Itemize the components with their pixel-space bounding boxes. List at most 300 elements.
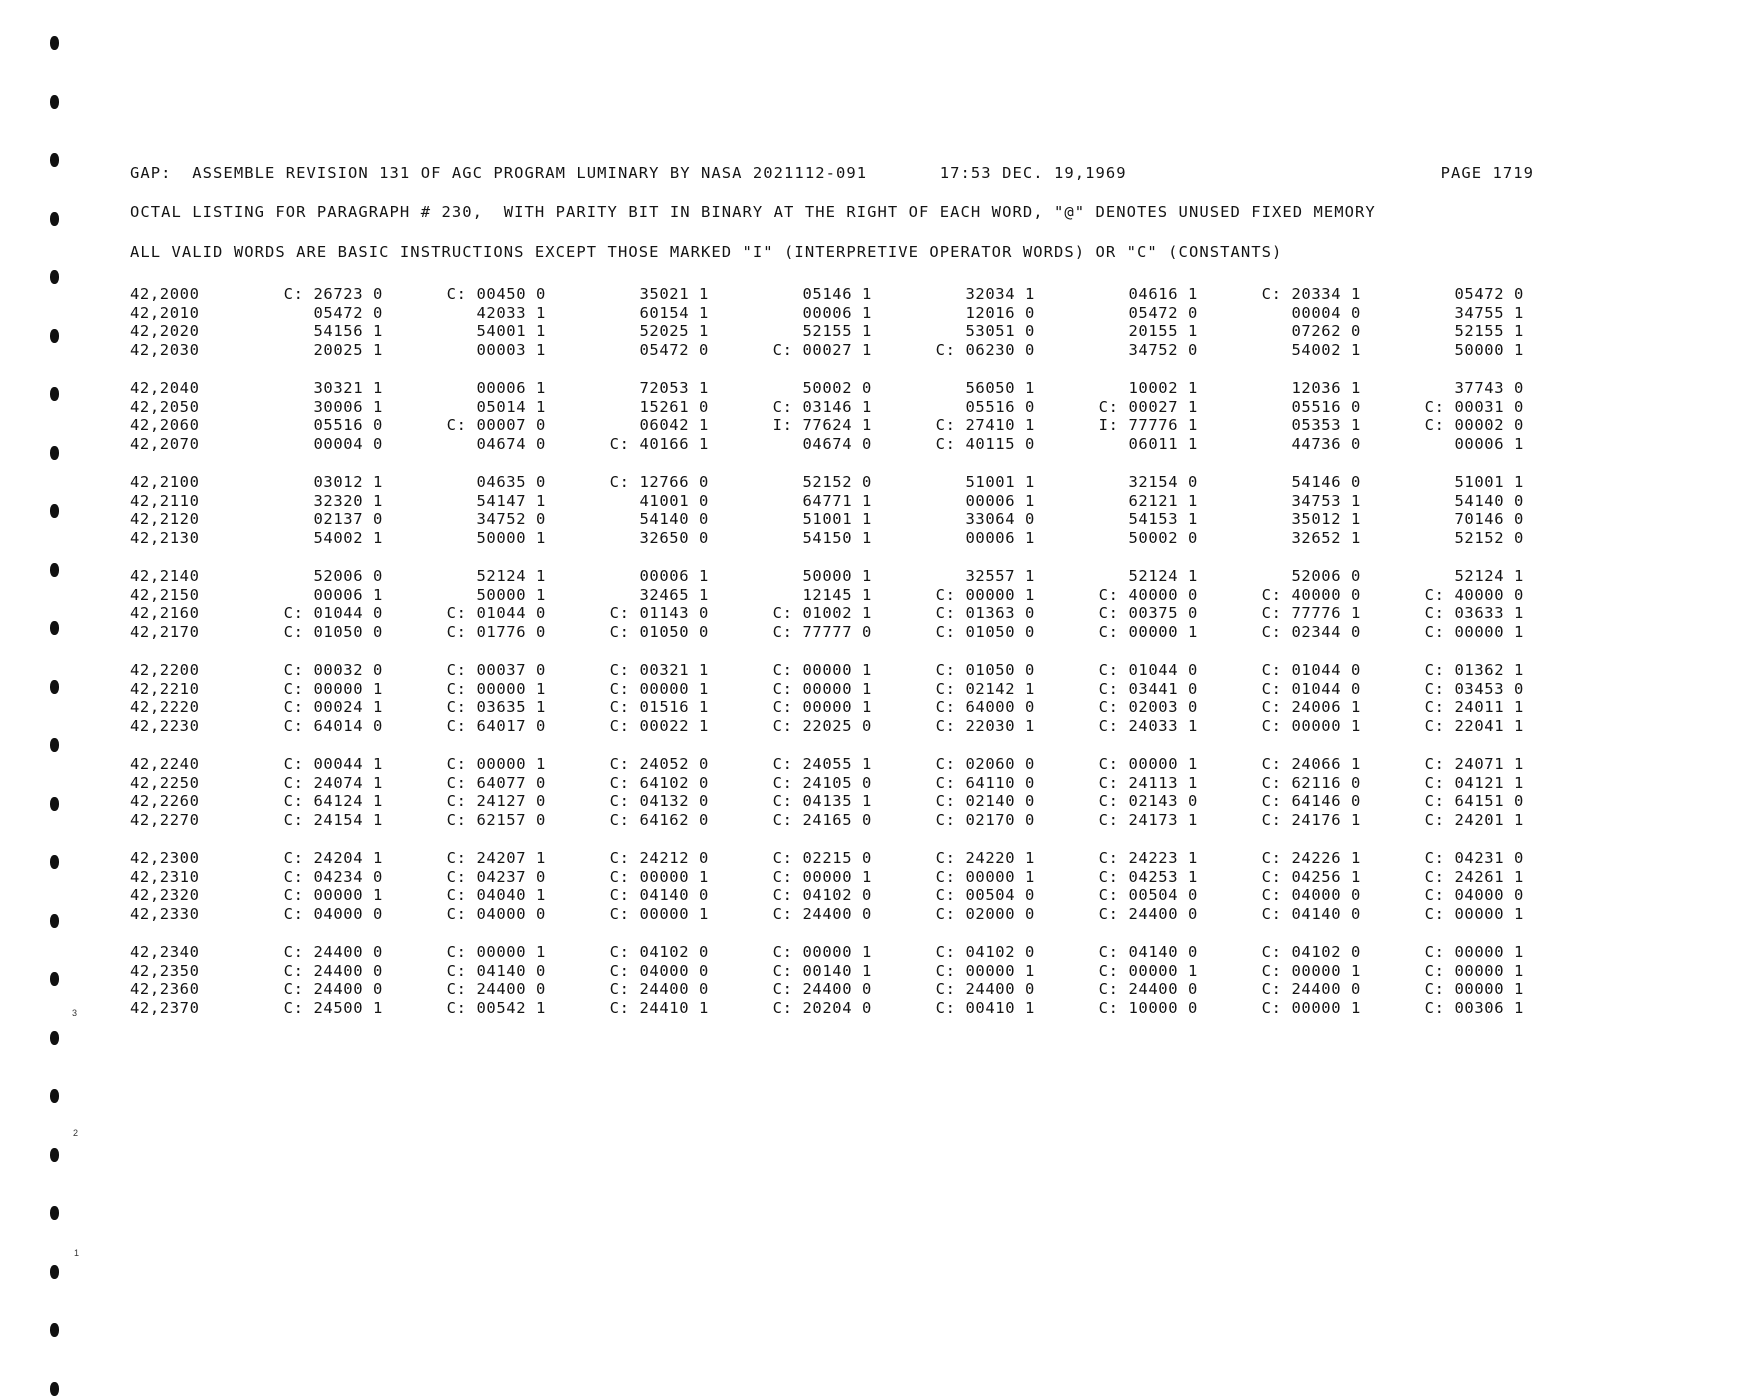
row-address: 42,2050 [130, 397, 200, 416]
octal-word: C: 01050 0 [283, 622, 383, 641]
octal-word: C: 00504 0 [1098, 886, 1198, 904]
octal-word: 50000 1 [1454, 340, 1524, 359]
octal-word: 32034 1 [965, 285, 1035, 303]
octal-word: 64771 1 [802, 491, 872, 510]
listing-row [130, 717, 1524, 736]
row-address: 42,2130 [130, 528, 200, 547]
octal-word: C: 02143 0 [1098, 792, 1198, 810]
octal-word: C: 24220 1 [935, 849, 1035, 867]
feed-hole [50, 387, 59, 401]
listing-row [130, 811, 1524, 830]
octal-word: C: 24127 0 [446, 792, 546, 810]
octal-word: C: 64110 0 [935, 773, 1035, 792]
listing-row [130, 492, 1524, 511]
octal-word: C: 01044 0 [446, 604, 546, 622]
octal-word: C: 40000 0 [1261, 585, 1361, 604]
row-address: 42,2230 [130, 716, 200, 735]
octal-word: C: 24400 0 [283, 961, 383, 980]
octal-word: C: 00000 1 [772, 943, 872, 961]
row-address: 42,2250 [130, 773, 200, 792]
listing-row [130, 905, 1524, 924]
octal-word: C: 00000 1 [446, 755, 546, 773]
feed-hole [50, 329, 59, 343]
feed-hole [50, 1031, 59, 1045]
octal-word: 32650 0 [639, 528, 709, 547]
listing-row [130, 623, 1524, 642]
octal-word: C: 04040 1 [446, 886, 546, 904]
listing-row [130, 379, 1524, 398]
octal-word: I: 77776 1 [1098, 416, 1198, 434]
octal-word: 52124 1 [1128, 567, 1198, 585]
octal-word: C: 22030 1 [935, 716, 1035, 735]
octal-word: 60154 1 [639, 303, 709, 322]
listing-row [130, 510, 1524, 529]
octal-word: 54146 0 [1291, 473, 1361, 491]
row-address: 42,2160 [130, 604, 200, 622]
octal-word: C: 40000 0 [1098, 585, 1198, 604]
listing-row [130, 849, 1524, 868]
octal-word: C: 24074 1 [283, 773, 383, 792]
octal-word: C: 04237 0 [446, 867, 546, 886]
octal-word: 00006 1 [965, 491, 1035, 510]
octal-word: C: 00000 1 [772, 867, 872, 886]
octal-word: C: 24011 1 [1424, 698, 1524, 716]
listing-row [130, 698, 1524, 717]
octal-word: 32154 0 [1128, 473, 1198, 491]
octal-word: 06042 1 [639, 416, 709, 434]
margin-mark-3: 3 [72, 1008, 78, 1018]
octal-word: C: 24201 1 [1424, 810, 1524, 829]
feed-hole [50, 153, 59, 167]
printer-feed-holes [50, 0, 74, 1346]
header-line-2: OCTAL LISTING FOR PARAGRAPH # 230, WITH PARITY BIT IN BINARY AT THE RIGHT OF EACH WORD, "@" DENOTES UNUSED FIXED MEMORY [130, 203, 1376, 221]
octal-word: C: 24400 0 [772, 904, 872, 923]
row-address: 42,2200 [130, 661, 200, 679]
listing-row [130, 435, 1524, 454]
octal-word: 12036 1 [1291, 379, 1361, 397]
row-address: 42,2300 [130, 849, 200, 867]
octal-word: C: 02140 0 [935, 792, 1035, 810]
octal-word: 00006 1 [639, 567, 709, 585]
octal-word: C: 00024 1 [283, 698, 383, 716]
margin-mark-2: 2 [73, 1128, 79, 1138]
row-address: 42,2030 [130, 340, 200, 359]
octal-word: 41001 0 [639, 491, 709, 510]
octal-word: C: 00000 1 [1424, 943, 1524, 961]
octal-word: 04674 0 [802, 434, 872, 453]
octal-word: C: 00000 1 [1098, 622, 1198, 641]
octal-word: C: 00000 1 [772, 698, 872, 716]
octal-word: C: 00000 1 [1424, 622, 1524, 641]
octal-word: 54002 1 [313, 528, 383, 547]
octal-word: C: 64000 0 [935, 698, 1035, 716]
octal-word: 34755 1 [1454, 303, 1524, 322]
header-line-1: GAP: ASSEMBLE REVISION 131 OF AGC PROGRAM LUMINARY BY NASA 2021112-091 17:53 DEC. 19,1969 [130, 164, 1127, 182]
octal-word: C: 00375 0 [1098, 604, 1198, 622]
octal-word: 51001 1 [802, 510, 872, 528]
octal-word: C: 64162 0 [609, 810, 709, 829]
octal-word: C: 01143 0 [609, 604, 709, 622]
octal-word: 00006 1 [476, 379, 546, 397]
octal-word: C: 20204 0 [772, 998, 872, 1017]
listing-block [130, 755, 1524, 829]
octal-word: 51001 1 [965, 473, 1035, 491]
feed-hole [50, 972, 59, 986]
row-address: 42,2140 [130, 567, 200, 585]
octal-word: C: 24176 1 [1261, 810, 1361, 829]
page-number: PAGE 1719 [1440, 164, 1534, 182]
octal-word: C: 24400 0 [1098, 904, 1198, 923]
octal-word: C: 00027 1 [772, 340, 872, 359]
octal-word: C: 00000 1 [283, 679, 383, 698]
octal-word: C: 04132 0 [609, 792, 709, 810]
octal-word: C: 00031 0 [1424, 397, 1524, 416]
listing-row [130, 661, 1524, 680]
octal-word: C: 00140 1 [772, 961, 872, 980]
row-address: 42,2100 [130, 473, 200, 491]
listing-row [130, 999, 1524, 1018]
octal-word: 00003 1 [476, 340, 546, 359]
row-address: 42,2210 [130, 679, 200, 698]
octal-word: C: 04253 1 [1098, 867, 1198, 886]
listing-block [130, 943, 1524, 1017]
listing-row [130, 304, 1524, 323]
octal-word: 54147 1 [476, 491, 546, 510]
listing-row [130, 868, 1524, 887]
octal-word: C: 04121 1 [1424, 773, 1524, 792]
octal-word: 05472 0 [313, 303, 383, 322]
octal-word: 05353 1 [1291, 416, 1361, 434]
feed-hole [50, 1382, 59, 1396]
octal-word: 50000 1 [802, 567, 872, 585]
octal-word: C: 04000 0 [609, 961, 709, 980]
row-address: 42,2170 [130, 622, 200, 641]
header-line-3: ALL VALID WORDS ARE BASIC INSTRUCTIONS EXCEPT THOSE MARKED "I" (INTERPRETIVE OPERATOR WORDS) OR "C" (CONSTANTS) [130, 243, 1283, 261]
octal-word: C: 24105 0 [772, 773, 872, 792]
octal-word: 00004 0 [1291, 303, 1361, 322]
octal-word: C: 03441 0 [1098, 679, 1198, 698]
octal-word: C: 24223 1 [1098, 849, 1198, 867]
row-address: 42,2070 [130, 434, 200, 453]
octal-word: C: 01002 1 [772, 604, 872, 622]
octal-word: 00006 1 [1454, 434, 1524, 453]
octal-word: 52155 1 [1454, 322, 1524, 340]
listing-block [130, 661, 1524, 735]
octal-word: 34752 0 [476, 510, 546, 528]
octal-word: C: 04140 0 [609, 886, 709, 904]
listing-block [130, 285, 1524, 359]
octal-word: 05014 1 [476, 397, 546, 416]
octal-word: C: 62157 0 [446, 810, 546, 829]
octal-word: 54150 1 [802, 528, 872, 547]
row-address: 42,2340 [130, 943, 200, 961]
octal-word: C: 04102 0 [609, 943, 709, 961]
octal-word: C: 00000 1 [1098, 961, 1198, 980]
octal-word: C: 00000 1 [1261, 998, 1361, 1017]
octal-word: C: 04000 0 [1424, 886, 1524, 904]
feed-hole [50, 621, 59, 635]
listing-row [130, 529, 1524, 548]
octal-word: 35012 1 [1291, 510, 1361, 528]
octal-word: C: 00306 1 [1424, 998, 1524, 1017]
octal-word: C: 04231 0 [1424, 849, 1524, 867]
octal-word: C: 00000 1 [609, 867, 709, 886]
octal-word: C: 26723 0 [283, 285, 383, 303]
row-address: 42,2040 [130, 379, 200, 397]
feed-hole [50, 504, 59, 518]
octal-word: C: 00410 1 [935, 998, 1035, 1017]
octal-word: C: 24207 1 [446, 849, 546, 867]
octal-word: C: 64077 0 [446, 773, 546, 792]
margin-mark-1: 1 [74, 1248, 80, 1258]
octal-word: C: 24033 1 [1098, 716, 1198, 735]
octal-word: C: 00000 1 [935, 961, 1035, 980]
octal-word: C: 00037 0 [446, 661, 546, 679]
octal-word: C: 24204 1 [283, 849, 383, 867]
octal-word: 05472 0 [639, 340, 709, 359]
row-address: 42,2000 [130, 285, 200, 303]
octal-word: 54140 0 [1454, 491, 1524, 510]
octal-word: 54140 0 [639, 510, 709, 528]
octal-word: C: 24113 1 [1098, 773, 1198, 792]
octal-word: C: 24400 0 [935, 980, 1035, 998]
octal-word: 00006 1 [802, 303, 872, 322]
listing-row [130, 604, 1524, 623]
octal-word: C: 04000 0 [283, 904, 383, 923]
feed-hole [50, 1089, 59, 1103]
row-address: 42,2220 [130, 698, 200, 716]
octal-word: 50000 1 [476, 528, 546, 547]
octal-word: 05516 0 [965, 397, 1035, 416]
octal-word: C: 06230 0 [935, 340, 1035, 359]
octal-word: 54001 1 [476, 322, 546, 340]
octal-word: 05472 0 [1454, 285, 1524, 303]
octal-word: C: 00027 1 [1098, 397, 1198, 416]
feed-hole [50, 738, 59, 752]
octal-word: C: 04000 0 [1261, 886, 1361, 904]
octal-word: C: 00007 0 [446, 416, 546, 434]
octal-word: 04635 0 [476, 473, 546, 491]
octal-word: C: 22041 1 [1424, 716, 1524, 735]
row-address: 42,2010 [130, 303, 200, 322]
octal-word: C: 01050 0 [609, 622, 709, 641]
octal-word: C: 20334 1 [1261, 285, 1361, 303]
octal-word: C: 03453 0 [1424, 679, 1524, 698]
listing-row [130, 285, 1524, 304]
octal-word: C: 00022 1 [609, 716, 709, 735]
octal-word: C: 04000 0 [446, 904, 546, 923]
octal-word: C: 01044 0 [1098, 661, 1198, 679]
octal-word: C: 24173 1 [1098, 810, 1198, 829]
octal-word: 70146 0 [1454, 510, 1524, 528]
octal-word: 30321 1 [313, 379, 383, 397]
octal-word: 10002 1 [1128, 379, 1198, 397]
octal-word: C: 00000 1 [1424, 961, 1524, 980]
octal-word: 00006 1 [965, 528, 1035, 547]
octal-word: C: 00321 1 [609, 661, 709, 679]
octal-word: C: 24400 0 [446, 980, 546, 998]
octal-word: C: 00000 1 [446, 679, 546, 698]
row-address: 42,2360 [130, 980, 200, 998]
row-address: 42,2270 [130, 810, 200, 829]
feed-hole [50, 270, 59, 284]
feed-hole [50, 914, 59, 928]
feed-hole [50, 95, 59, 109]
octal-word: C: 02060 0 [935, 755, 1035, 773]
listing-row [130, 398, 1524, 417]
row-address: 42,2120 [130, 510, 200, 528]
row-address: 42,2330 [130, 904, 200, 923]
row-address: 42,2150 [130, 585, 200, 604]
octal-word: 54153 1 [1128, 510, 1198, 528]
listing-row [130, 980, 1524, 999]
octal-word: C: 40115 0 [935, 434, 1035, 453]
listing-block [130, 473, 1524, 547]
octal-word: C: 12766 0 [609, 473, 709, 491]
octal-word: C: 24261 1 [1424, 867, 1524, 886]
octal-word: C: 27410 1 [935, 416, 1035, 434]
octal-word: C: 00000 1 [935, 585, 1035, 604]
octal-word: C: 04135 1 [772, 792, 872, 810]
octal-word: 05516 0 [313, 416, 383, 434]
octal-word: C: 24066 1 [1261, 755, 1361, 773]
octal-word: C: 77776 1 [1261, 604, 1361, 622]
octal-word: C: 04140 0 [1098, 943, 1198, 961]
octal-word: 20155 1 [1128, 322, 1198, 340]
feed-hole [50, 212, 59, 226]
row-address: 42,2240 [130, 755, 200, 773]
octal-word: 05516 0 [1291, 397, 1361, 416]
octal-word: 72053 1 [639, 379, 709, 397]
octal-word: C: 00000 1 [1424, 980, 1524, 998]
octal-word: C: 00002 0 [1424, 416, 1524, 434]
octal-word: 52025 1 [639, 322, 709, 340]
octal-word: 52152 0 [802, 473, 872, 491]
octal-word: C: 77777 0 [772, 622, 872, 641]
octal-word: 52006 0 [1291, 567, 1361, 585]
listing-row [130, 886, 1524, 905]
octal-word: C: 04140 0 [446, 961, 546, 980]
row-address: 42,2110 [130, 491, 200, 510]
octal-word: C: 10000 0 [1098, 998, 1198, 1017]
octal-word: C: 00000 1 [609, 679, 709, 698]
octal-word: 33064 0 [965, 510, 1035, 528]
octal-word: 04616 1 [1128, 285, 1198, 303]
listing-row [130, 792, 1524, 811]
octal-word: C: 62116 0 [1261, 773, 1361, 792]
listing-row [130, 586, 1524, 605]
listing-block [130, 567, 1524, 641]
octal-word: 15261 0 [639, 397, 709, 416]
octal-word: C: 24400 0 [772, 980, 872, 998]
octal-word: 12016 0 [965, 303, 1035, 322]
octal-word: C: 03635 1 [446, 698, 546, 716]
listing-block [130, 849, 1524, 923]
octal-word: 06011 1 [1128, 434, 1198, 453]
octal-word: C: 01050 0 [935, 622, 1035, 641]
octal-word: 35021 1 [639, 285, 709, 303]
row-address: 42,2370 [130, 998, 200, 1017]
octal-word: C: 24400 0 [1098, 980, 1198, 998]
octal-word: 52124 1 [476, 567, 546, 585]
octal-word: C: 00000 1 [1261, 961, 1361, 980]
octal-word: C: 00000 1 [1261, 716, 1361, 735]
octal-word: C: 04234 0 [283, 867, 383, 886]
octal-word: C: 24226 1 [1261, 849, 1361, 867]
octal-word: 53051 0 [965, 322, 1035, 340]
octal-word: C: 24212 0 [609, 849, 709, 867]
octal-word: 62121 1 [1128, 491, 1198, 510]
row-address: 42,2310 [130, 867, 200, 886]
octal-word: C: 04140 0 [1261, 904, 1361, 923]
octal-word: C: 24055 1 [772, 755, 872, 773]
octal-word: C: 64014 0 [283, 716, 383, 735]
octal-word: 32652 1 [1291, 528, 1361, 547]
octal-word: 54156 1 [313, 322, 383, 340]
row-address: 42,2060 [130, 416, 200, 434]
octal-word: 32320 1 [313, 491, 383, 510]
octal-word: C: 24154 1 [283, 810, 383, 829]
octal-word: 37743 0 [1454, 379, 1524, 397]
row-address: 42,2350 [130, 961, 200, 980]
octal-word: C: 64017 0 [446, 716, 546, 735]
octal-word: C: 00000 1 [772, 679, 872, 698]
listing-row [130, 322, 1524, 341]
octal-word: C: 00000 1 [446, 943, 546, 961]
feed-hole [50, 680, 59, 694]
octal-listing [130, 285, 1524, 1037]
octal-word: C: 64102 0 [609, 773, 709, 792]
octal-word: C: 01050 0 [935, 661, 1035, 679]
octal-word: C: 04256 1 [1261, 867, 1361, 886]
listing-row [130, 567, 1524, 586]
octal-word: 07262 0 [1291, 322, 1361, 340]
octal-word: C: 02215 0 [772, 849, 872, 867]
octal-word: 05146 1 [802, 285, 872, 303]
octal-word: 50000 1 [476, 585, 546, 604]
octal-word: C: 00450 0 [446, 285, 546, 303]
octal-word: 52152 0 [1454, 528, 1524, 547]
listing-row [130, 755, 1524, 774]
octal-word: 52124 1 [1454, 567, 1524, 585]
octal-word: C: 01516 1 [609, 698, 709, 716]
row-address: 42,2320 [130, 886, 200, 904]
octal-word: C: 00032 0 [283, 661, 383, 679]
octal-word: C: 24400 0 [1261, 980, 1361, 998]
listing-row [130, 473, 1524, 492]
octal-word: C: 03146 1 [772, 397, 872, 416]
listing-row [130, 416, 1524, 435]
octal-word: C: 01362 1 [1424, 661, 1524, 679]
octal-word: C: 40166 1 [609, 434, 709, 453]
octal-word: 34752 0 [1128, 340, 1198, 359]
listing-row [130, 680, 1524, 699]
feed-hole [50, 1265, 59, 1279]
octal-word: C: 02003 0 [1098, 698, 1198, 716]
octal-word: C: 00000 1 [1098, 755, 1198, 773]
octal-word: C: 00000 1 [283, 886, 383, 904]
octal-word: C: 02000 0 [935, 904, 1035, 923]
octal-word: C: 01044 0 [1261, 661, 1361, 679]
feed-hole [50, 855, 59, 869]
octal-word: C: 04102 0 [935, 943, 1035, 961]
octal-word: C: 01044 0 [283, 604, 383, 622]
octal-word: C: 00000 1 [609, 904, 709, 923]
octal-word: 54002 1 [1291, 340, 1361, 359]
octal-word: C: 00044 1 [283, 755, 383, 773]
octal-word: 34753 1 [1291, 491, 1361, 510]
octal-word: 00006 1 [313, 585, 383, 604]
